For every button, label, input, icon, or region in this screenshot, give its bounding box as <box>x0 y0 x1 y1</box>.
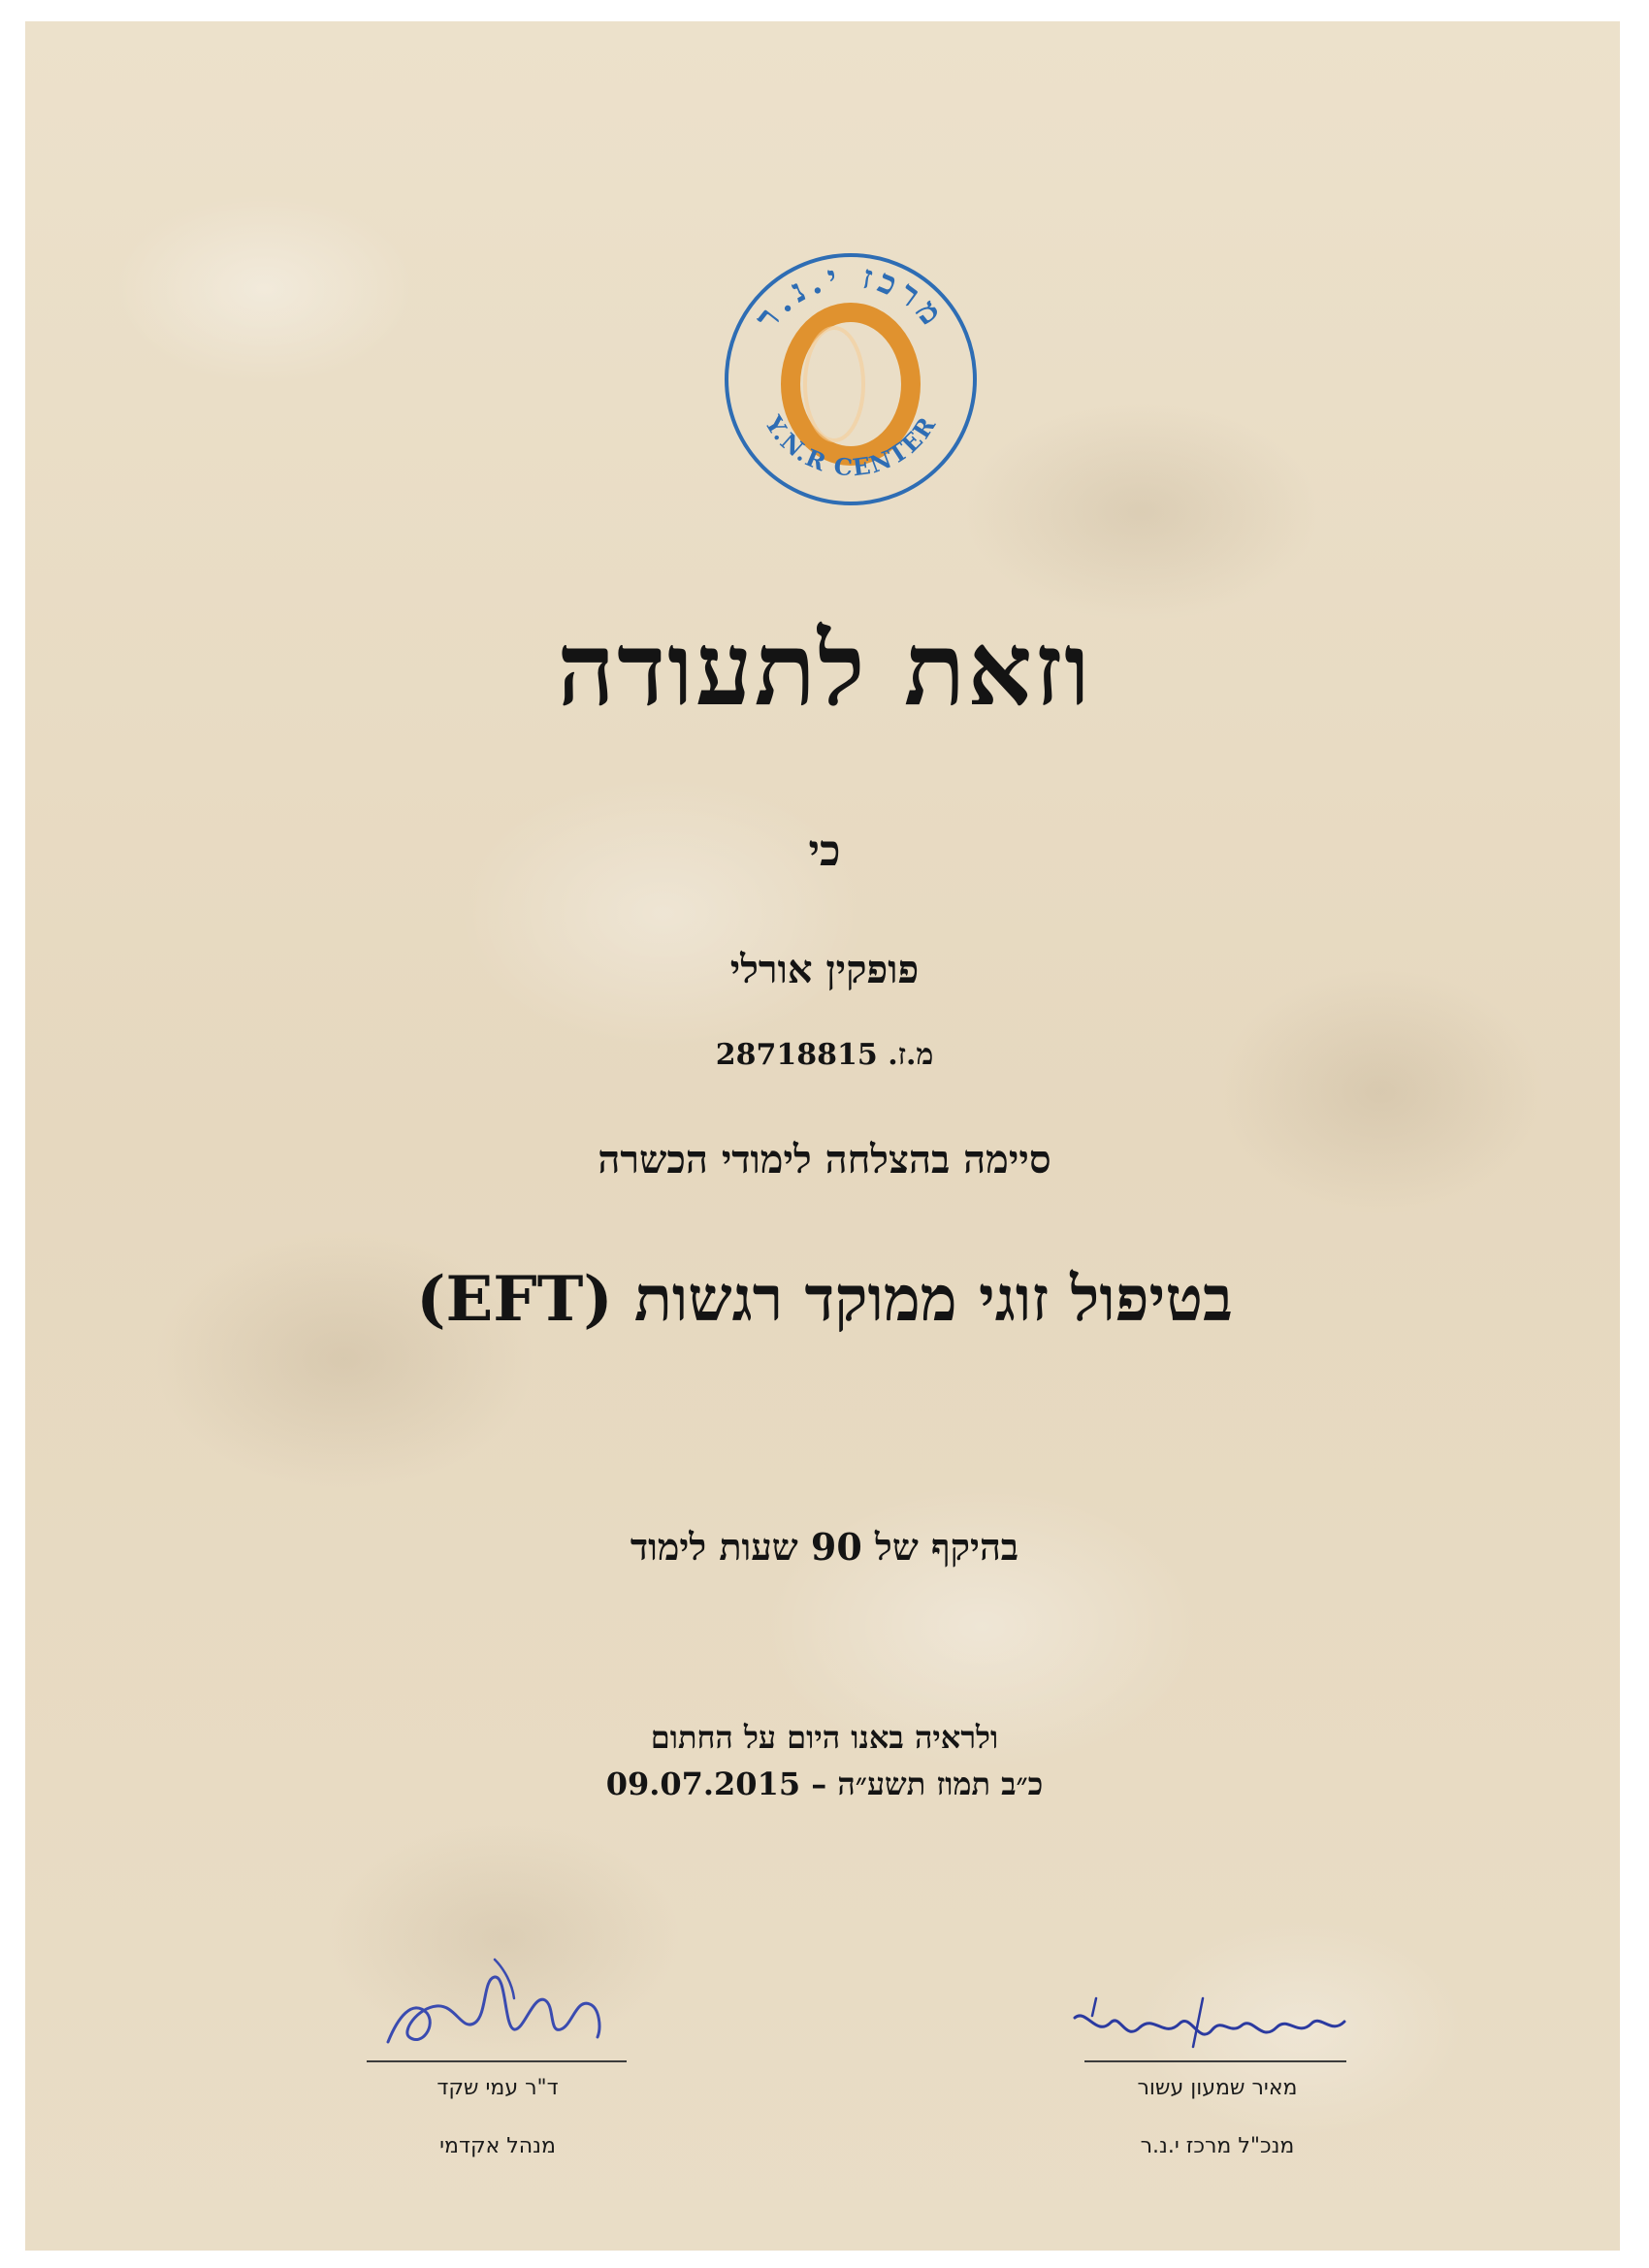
right-handwritten-signature <box>1057 1979 1368 2066</box>
completed-text: סיימה בהצלחה לימודי הכשרה <box>598 1137 1051 1183</box>
course-title: בטיפול זוגי ממוקד רגשות (EFT) <box>416 1263 1233 1336</box>
ynr-center-logo <box>720 248 982 510</box>
logo-hebrew-text: מרכז י.נ.ר <box>747 256 954 338</box>
right-signature-line <box>1084 2060 1346 2062</box>
right-signer-name: מאיר שמעון עשור <box>1137 2076 1298 2100</box>
certificate-title: וזאת לתעודה <box>557 609 1092 729</box>
left-signer-name: ד"ר עמי שקד <box>436 2076 559 2100</box>
certificate-ki: כי <box>808 826 841 876</box>
left-signature-line <box>367 2060 627 2062</box>
certificate-date: כ״ב תמוז תשע״ה – 09.07.2015 <box>605 1766 1044 1802</box>
recipient-id: מ.ז. 28718815 <box>715 1038 934 1072</box>
right-signer-role: מנכ"ל מרכז י.נ.ר <box>1140 2134 1295 2158</box>
hours-text: בהיקף של 90 שעות לימוד <box>630 1525 1019 1569</box>
left-signer-role: מנהל אקדמי <box>439 2134 556 2158</box>
logo-english-text: Y.N.R CENTER <box>760 410 943 482</box>
left-handwritten-signature <box>369 1940 621 2066</box>
witness-text: ולראיה באנו היום על החתום <box>650 1719 999 1756</box>
recipient-name: פופקין אורלי <box>729 947 920 992</box>
